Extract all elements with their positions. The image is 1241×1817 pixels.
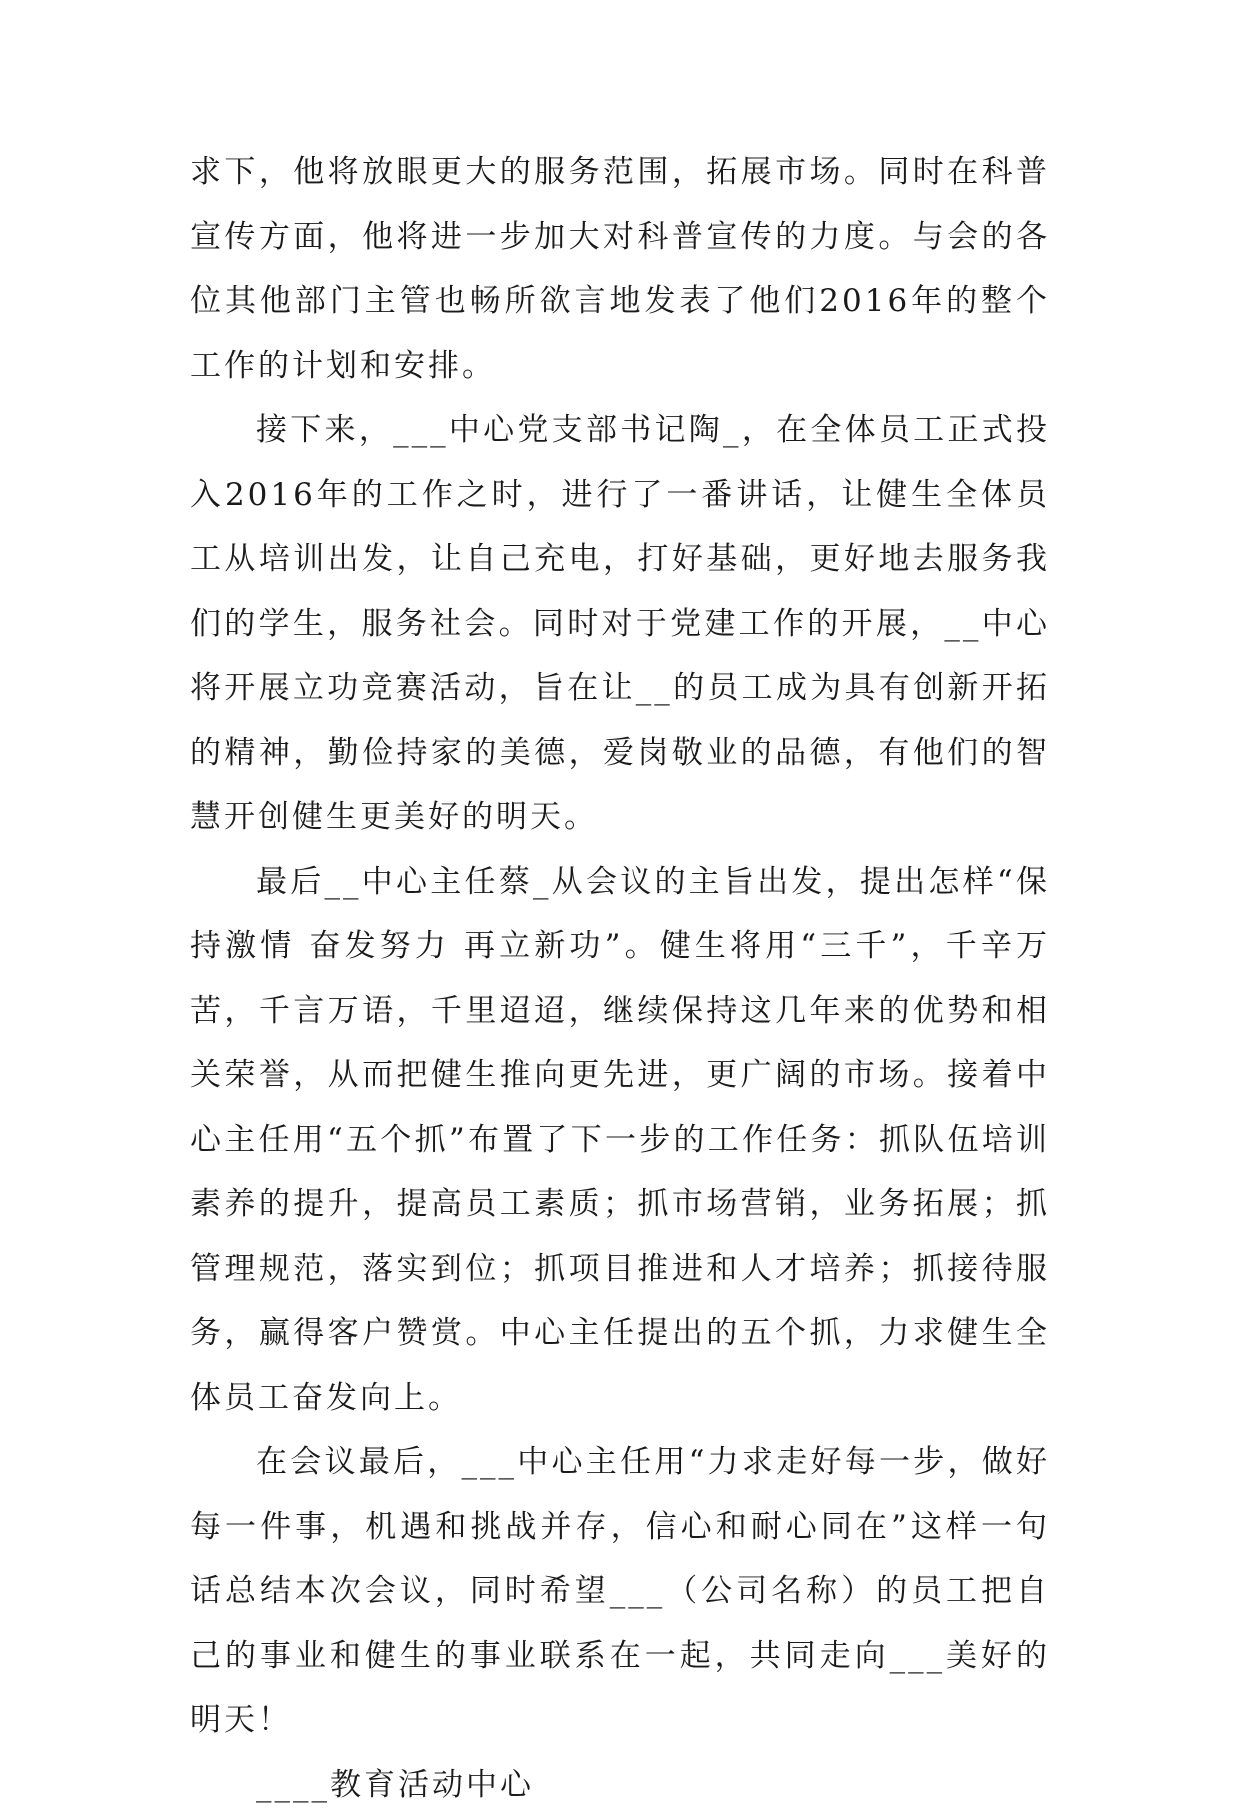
signature-line: ____教育活动中心 bbox=[190, 1753, 1050, 1817]
paragraph-party-secretary-speech: 接下来，___中心党支部书记陶_，在全体员工正式投入2016年的工作之时，进行了一番讲话，让健生全体员工从培训出发，让自己充电，打好基础，更好地去服务我们的学生，服务社会。同时对于党建工作的开展，__中心将开展立功竞赛活动，旨在让__的员工成为具有创新开拓的精神，勤俭持家的美德，爱岗敬业的品德，有他们的智慧开创健生更美好的明天。 bbox=[190, 398, 1050, 850]
paragraph-meeting-conclusion: 在会议最后，___中心主任用“力求走好每一步，做好每一件事，机遇和挑战并存，信心和耐心同在”这样一句话总结本次会议，同时希望___（公司名称）的员工把自己的事业和健生的事业联系在一起，共同走向___美好的明天！ bbox=[190, 1430, 1050, 1753]
paragraph-director-speech: 最后__中心主任蔡_从会议的主旨出发，提出怎样“保持激情 奋发努力 再立新功”。健生将用“三千”，千辛万苦，千言万语，千里迢迢，继续保持这几年来的优势和相关荣誉，从而把健生推向更先进，更广阔的市场。接着中心主任用“五个抓”布置了下一步的工作任务：抓队伍培训素养的提升，提高员工素质；抓市场营销，业务拓展；抓管理规范，落实到位；抓项目推进和人才培养；抓接待服务，赢得客户赞赏。中心主任提出的五个抓，力求健生全体员工奋发向上。 bbox=[190, 850, 1050, 1431]
paragraph-continuation: 求下，他将放眼更大的服务范围，拓展市场。同时在科普宣传方面，他将进一步加大对科普宣传的力度。与会的各位其他部门主管也畅所欲言地发表了他们2016年的整个工作的计划和安排。 bbox=[190, 140, 1050, 398]
document-body bbox=[190, 140, 1050, 1817]
